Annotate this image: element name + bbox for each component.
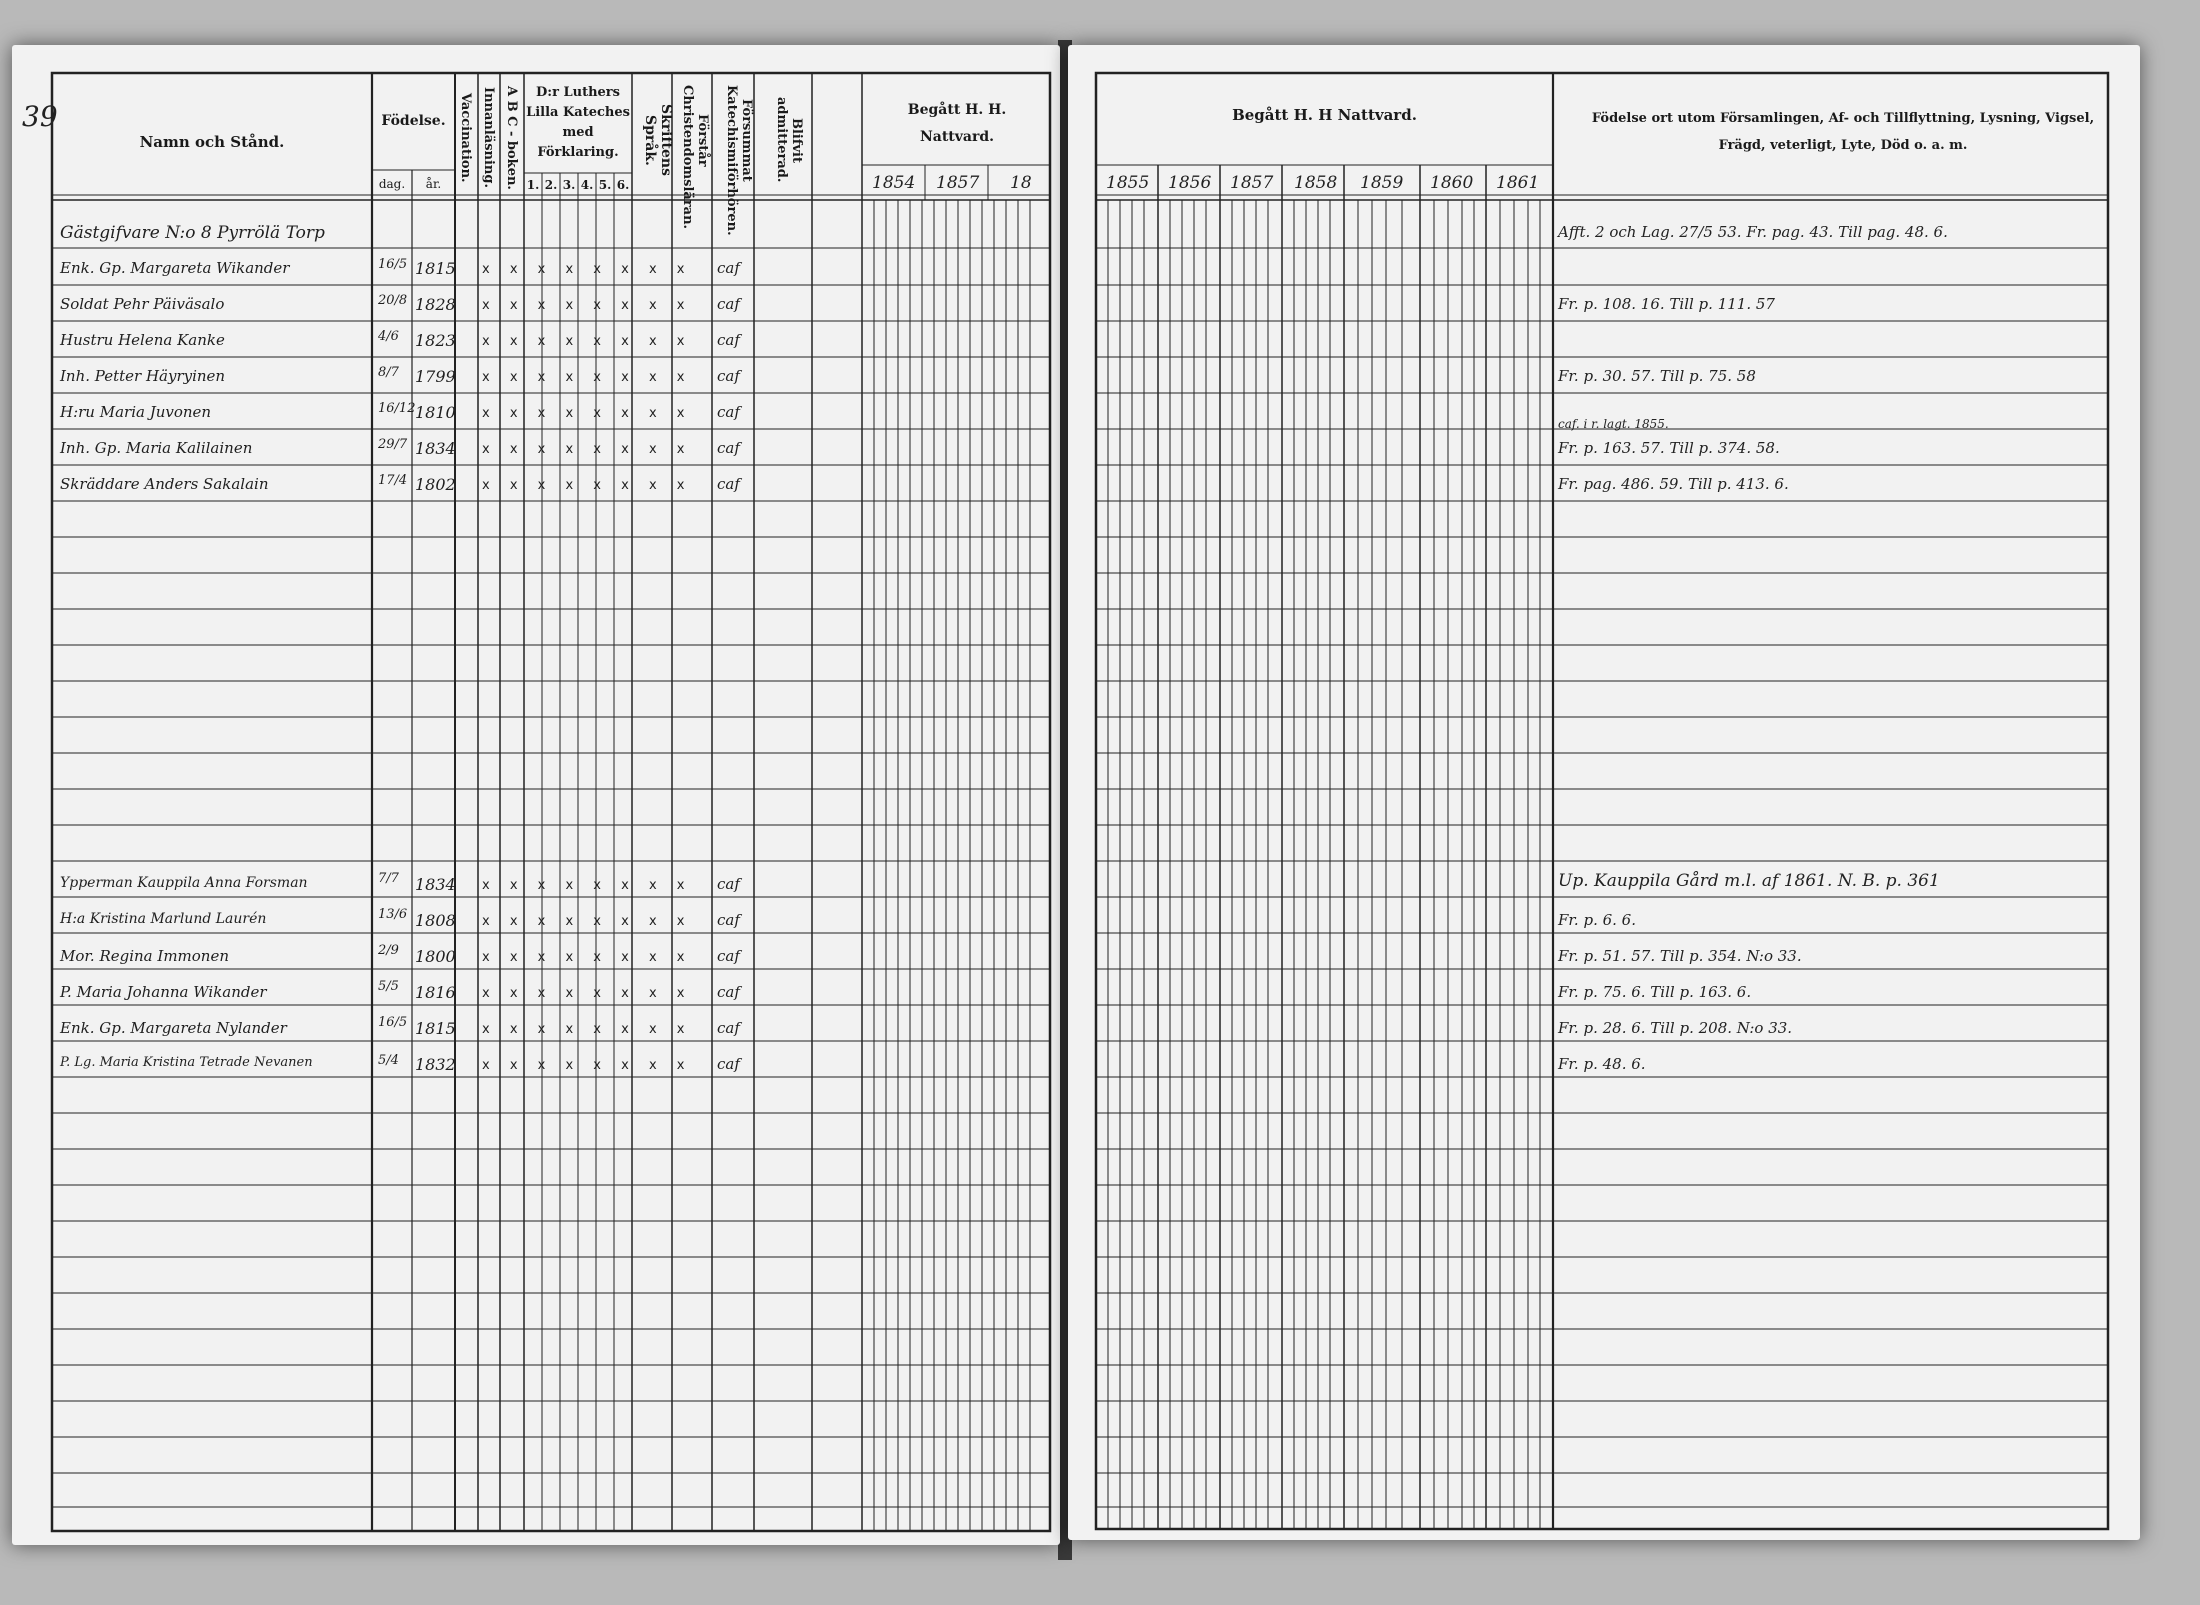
communion-year-18: 18 (1010, 173, 1032, 193)
row-4-marks: x x x x x x x x (482, 370, 693, 385)
note-5: Fr. pag. 486. 59. Till p. 413. 6. (1558, 475, 1789, 493)
row-4-name: Inh. Petter Häyryinen (60, 367, 226, 385)
luther-part-6: 6. (616, 178, 630, 192)
row-2-understands: caf (717, 295, 740, 313)
row-11-day: 5/5 (378, 979, 399, 994)
note-11: Fr. p. 48. 6. (1558, 1055, 1646, 1073)
row-7-marks: x x x x x x x x (482, 478, 693, 493)
right-year-1857: 1857 (1230, 173, 1274, 193)
row-1-understands: caf (717, 259, 740, 277)
row-8-name: Ypperman Kauppila Anna Forsman (60, 875, 308, 891)
row-7-day: 17/4 (378, 473, 408, 488)
row-1-day: 16/5 (378, 257, 408, 272)
right-header-communion: Begått H. H Nattvard. (1232, 106, 1417, 124)
header-admitted: Blifvit admitterad. (774, 97, 804, 183)
note-6: Up. Kauppila Gård m.l. af 1861. N. B. p. 361 (1558, 871, 1940, 891)
right-year-1856: 1856 (1168, 173, 1212, 193)
header-inoculation: Innanläsning. (481, 87, 496, 188)
right-header-remarks: Födelse ort utom Församlingen, Af- och Tillflyttning, Lysning, Vigsel, Frägd, veterligt, Lyte, Död o. a. m. (1591, 111, 2095, 154)
header-communion: Begått H. H. Nattvard. (907, 102, 1007, 145)
row-1-year: 1815 (415, 259, 456, 278)
header-understanding: Förstår Christendomsläran. (680, 85, 710, 230)
row-10-understands: caf (717, 947, 740, 965)
row-3-name: Hustru Helena Kanke (60, 331, 225, 349)
row-11-marks: x x x x x x x x (482, 986, 693, 1001)
row-10-day: 2/9 (378, 943, 399, 958)
right-year-1858: 1858 (1294, 173, 1338, 193)
row-13-name: P. Lg. Maria Kristina Tetrade Nevanen (60, 1055, 313, 1070)
row-9-marks: x x x x x x x x (482, 914, 693, 929)
row-2-day: 20/8 (378, 293, 408, 308)
note-1: Fr. p. 108. 16. Till p. 111. 57 (1558, 295, 1775, 313)
left-page (12, 45, 1060, 1545)
row-12-name: Enk. Gp. Margareta Nylander (60, 1019, 287, 1037)
header-birth-day: dag. (378, 177, 406, 191)
row-11-understands: caf (717, 983, 740, 1001)
header-birth: Födelse. (381, 113, 446, 129)
right-year-1855: 1855 (1106, 173, 1150, 193)
row-12-day: 16/5 (378, 1015, 408, 1030)
row-13-day: 5/4 (378, 1053, 399, 1068)
row-12-year: 1815 (415, 1019, 456, 1038)
row-6-year: 1834 (415, 439, 456, 458)
row-12-understands: caf (717, 1019, 740, 1037)
row-4-year: 1799 (415, 367, 456, 386)
header-abc: A B C - boken. (504, 85, 519, 190)
row-5-day: 16/12 (378, 401, 416, 416)
header-scripture: Skriftens Språk. (642, 104, 674, 176)
row-8-understands: caf (717, 875, 740, 893)
row-3-marks: x x x x x x x x (482, 334, 693, 349)
luther-part-4: 4. (580, 178, 594, 192)
luther-part-5: 5. (598, 178, 612, 192)
row-4-day: 8/7 (378, 365, 399, 380)
row-12-marks: x x x x x x x x (482, 1022, 693, 1037)
row-3-year: 1823 (415, 331, 456, 350)
row-6-name: Inh. Gp. Maria Kalilainen (60, 439, 253, 457)
header-luther: D:r Luthers Lilla Kateches med Förklaring. (526, 85, 630, 161)
row-9-name: H:a Kristina Marlund Laurén (60, 911, 267, 927)
row-2-name: Soldat Pehr Päiväsalo (60, 295, 225, 313)
row-2-marks: x x x x x x x x (482, 298, 693, 313)
header-birth-year: år. (425, 177, 442, 191)
row-10-marks: x x x x x x x x (482, 950, 693, 965)
row-9-year: 1808 (415, 911, 456, 930)
row-3-day: 4/6 (378, 329, 399, 344)
row-1-marks: x x x x x x x x (482, 262, 693, 277)
luther-part-2: 2. (544, 178, 558, 192)
row-10-name: Mor. Regina Immonen (60, 947, 229, 965)
note-8: Fr. p. 51. 57. Till p. 354. N:o 33. (1558, 947, 1802, 965)
row-7-name: Skräddare Anders Sakalain (60, 475, 269, 493)
row-8-day: 7/7 (378, 871, 399, 886)
note-7: Fr. p. 6. 6. (1558, 911, 1636, 929)
row-6-marks: x x x x x x x x (482, 442, 693, 457)
note-4: Fr. p. 163. 57. Till p. 374. 58. (1558, 439, 1780, 457)
row-9-day: 13/6 (378, 907, 408, 922)
row-1-name: Enk. Gp. Margareta Wikander (60, 259, 290, 277)
row-7-understands: caf (717, 475, 740, 493)
folio-number: 39 (22, 100, 58, 133)
header-catechism-missed: Försummat Katechismiförhören. (724, 85, 754, 236)
communion-year-1854: 1854 (872, 173, 916, 193)
note-10: Fr. p. 28. 6. Till p. 208. N:o 33. (1558, 1019, 1793, 1037)
row-10-year: 1800 (415, 947, 456, 966)
row-11-year: 1816 (415, 983, 456, 1002)
row-5-name: H:ru Maria Juvonen (60, 403, 212, 421)
header-luther-parts (524, 178, 632, 192)
communion-year-1857: 1857 (936, 173, 980, 193)
row-11-name: P. Maria Johanna Wikander (60, 983, 267, 1001)
row-3-understands: caf (717, 331, 740, 349)
row-0-name: Gästgifvare N:o 8 Pyrrölä Torp (60, 223, 325, 243)
header-vaccination: Vaccination. (458, 92, 473, 183)
right-ruling-grid (1068, 45, 2140, 1540)
right-page (1068, 45, 2140, 1540)
row-9-understands: caf (717, 911, 740, 929)
note-2: Fr. p. 30. 57. Till p. 75. 58 (1558, 367, 1756, 385)
row-8-marks: x x x x x x x x (482, 878, 693, 893)
row-4-understands: caf (717, 367, 740, 385)
row-2-year: 1828 (415, 295, 456, 314)
luther-part-1: 1. (526, 178, 540, 192)
row-6-understands: caf (717, 439, 740, 457)
row-7-year: 1802 (415, 475, 456, 494)
row-5-year: 1810 (415, 403, 456, 422)
header-name: Namn och Stånd. (139, 133, 285, 151)
row-5-marks: x x x x x x x x (482, 406, 693, 421)
note-3: caf. i r. lagt. 1855. (1558, 417, 1669, 431)
row-13-understands: caf (717, 1055, 740, 1073)
right-year-1859: 1859 (1360, 173, 1404, 193)
right-year-1860: 1860 (1430, 173, 1474, 193)
note-9: Fr. p. 75. 6. Till p. 163. 6. (1558, 983, 1752, 1001)
note-0: Afft. 2 och Lag. 27/5 53. Fr. pag. 43. Till pag. 48. 6. (1558, 223, 1948, 241)
right-year-1861: 1861 (1496, 173, 1540, 193)
row-13-year: 1832 (415, 1055, 456, 1074)
row-8-year: 1834 (415, 875, 456, 894)
row-5-understands: caf (717, 403, 740, 421)
row-13-marks: x x x x x x x x (482, 1058, 693, 1073)
luther-part-3: 3. (562, 178, 576, 192)
row-6-day: 29/7 (378, 437, 408, 452)
